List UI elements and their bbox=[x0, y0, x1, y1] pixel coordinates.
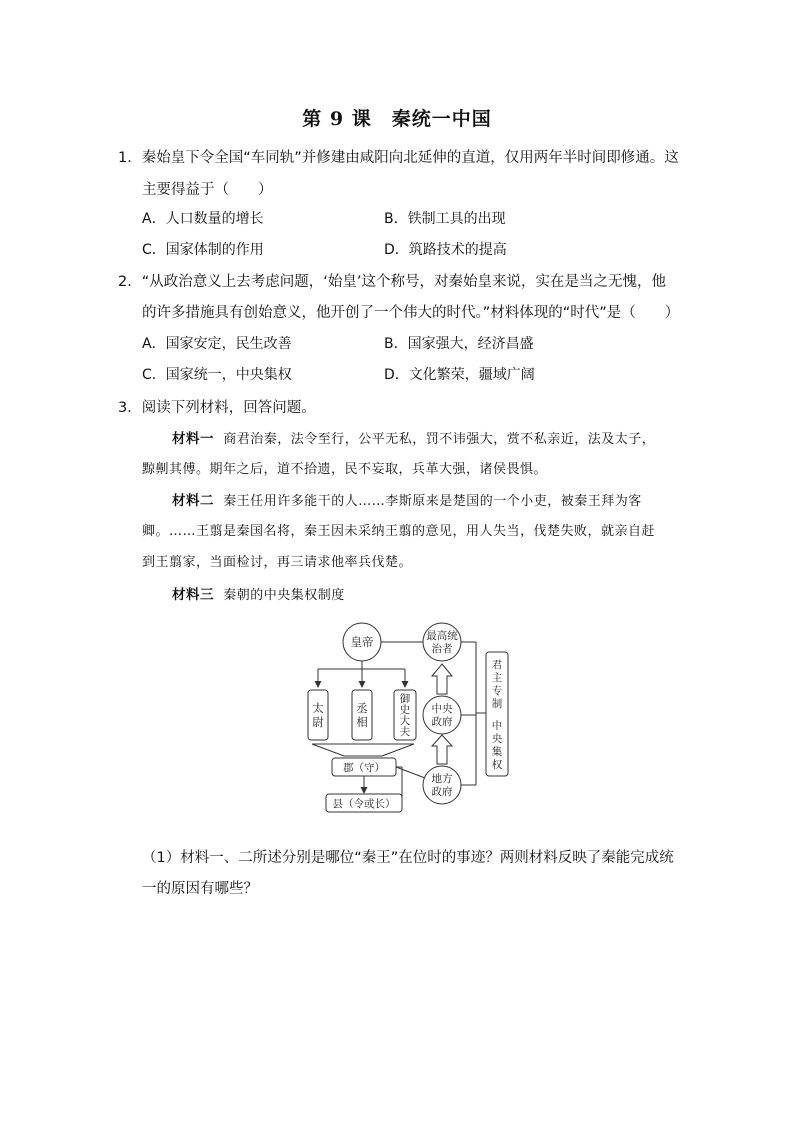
material-2-text-1: 秦王任用许多能干的人……李斯原来是楚国的一个小吏，被秦王拜为客 bbox=[223, 494, 642, 509]
yushi-label-1: 御 bbox=[399, 693, 411, 705]
q1-option-b: B．铁制工具的出现 bbox=[384, 211, 506, 227]
material-1-label: 材料一 bbox=[172, 431, 214, 447]
yushi-label-2: 史 bbox=[399, 704, 411, 716]
material-2-label: 材料二 bbox=[172, 493, 214, 509]
central-government-node bbox=[423, 696, 461, 734]
right-label-7: 集 bbox=[491, 746, 503, 758]
right-label-5: 中 bbox=[491, 720, 503, 732]
jun-label: 郡（守） bbox=[343, 762, 385, 774]
q3-sub1-line2: 一的原因有哪些？ bbox=[142, 881, 258, 897]
material-3-text: 秦朝的中央集权制度 bbox=[223, 588, 345, 603]
funnel-shape bbox=[312, 744, 414, 756]
q3-sub1-line1: （1）材料一、二所述分别是哪位“秦王”在位时的事迹？两则材料反映了秦能完成统 bbox=[142, 850, 674, 866]
q2-option-a: A．国家安定，民生改善 bbox=[142, 336, 292, 352]
chengxiang-label-2: 相 bbox=[356, 715, 368, 729]
yushi-label-3: 大 bbox=[399, 715, 411, 727]
q1-option-c: C．国家体制的作用 bbox=[142, 242, 264, 258]
supreme-ruler-label-2: 治者 bbox=[431, 643, 453, 655]
emperor-label: 皇帝 bbox=[350, 635, 374, 649]
q2-option-d: D．文化繁荣，疆域广阔 bbox=[384, 367, 535, 383]
q1-stem-line2: 主要得益于（ ） bbox=[142, 182, 273, 198]
chengxiang-label-1: 丞 bbox=[356, 701, 368, 715]
up-arrow-2 bbox=[432, 735, 452, 764]
q2-stem-line1: 2．“从政治意义上去考虑问题，‘始皇’这个称号，对秦始皇来说，实在是当之无愧，他 bbox=[118, 274, 666, 290]
q2-stem-line2: 的许多措施具有创始意义，他开创了一个伟大的时代。”材料体现的“时代”是（ ） bbox=[142, 305, 680, 321]
q1-stem-line1: 1．秦始皇下令全国“车同轨”并修建由咸阳向北延伸的直道，仅用两年半时间即修通。这 bbox=[118, 150, 679, 166]
supreme-ruler-node bbox=[423, 623, 461, 661]
q1-option-d: D．筑路技术的提高 bbox=[384, 242, 507, 258]
material-1-line1 bbox=[172, 427, 655, 447]
right-label-4: 制 bbox=[491, 698, 503, 710]
material-3-line bbox=[172, 583, 345, 603]
q3-intro: 3．阅读下列材料，回答问题。 bbox=[118, 400, 316, 416]
local-government-node bbox=[423, 766, 461, 804]
material-2-line3: 到王翦家，当面检讨，再三请求他率兵伐楚。 bbox=[142, 555, 413, 570]
supreme-ruler-label-1: 最高统 bbox=[426, 630, 458, 642]
q1-option-a: A．人口数量的增长 bbox=[142, 211, 264, 227]
right-label-6: 央 bbox=[491, 733, 503, 745]
central-government-label-1: 中央 bbox=[431, 703, 453, 715]
q2-option-b: B．国家强大，经济昌盛 bbox=[384, 336, 534, 352]
material-1-line2: 黥劓其傅。期年之后，道不拾遗，民不妄取，兵革大强，诸侯畏惧。 bbox=[142, 462, 548, 477]
right-label-3: 专 bbox=[491, 685, 503, 697]
material-3-label: 材料三 bbox=[172, 587, 214, 603]
taiwei-label-1: 太 bbox=[312, 701, 324, 715]
right-label-2: 主 bbox=[491, 672, 503, 684]
central-government-label-2: 政府 bbox=[431, 716, 453, 728]
up-arrow-1 bbox=[432, 664, 452, 694]
local-government-label-2: 政府 bbox=[431, 786, 453, 798]
xian-label: 县（令或长） bbox=[332, 798, 396, 810]
taiwei-label-2: 尉 bbox=[312, 715, 324, 729]
page-title: 第 9 课 秦统一中国 bbox=[302, 108, 492, 130]
q2-option-c: C．国家统一，中央集权 bbox=[142, 367, 292, 383]
right-label-8: 权 bbox=[491, 759, 503, 771]
yushi-label-4: 夫 bbox=[399, 726, 411, 738]
qin-centralization-diagram bbox=[290, 612, 520, 822]
material-1-text-1: 商君治秦，法令至行，公平无私，罚不讳强大，赏不私亲近，法及太子， bbox=[223, 432, 656, 447]
local-government-label-1: 地方 bbox=[431, 773, 453, 785]
right-label-1: 君 bbox=[491, 659, 503, 671]
material-2-line1 bbox=[172, 489, 642, 509]
material-2-line2: 卿。……王翦是秦国名将，秦王因未采纳王翦的意见，用人失当，伐楚失败，就亲自赶 bbox=[142, 524, 656, 539]
